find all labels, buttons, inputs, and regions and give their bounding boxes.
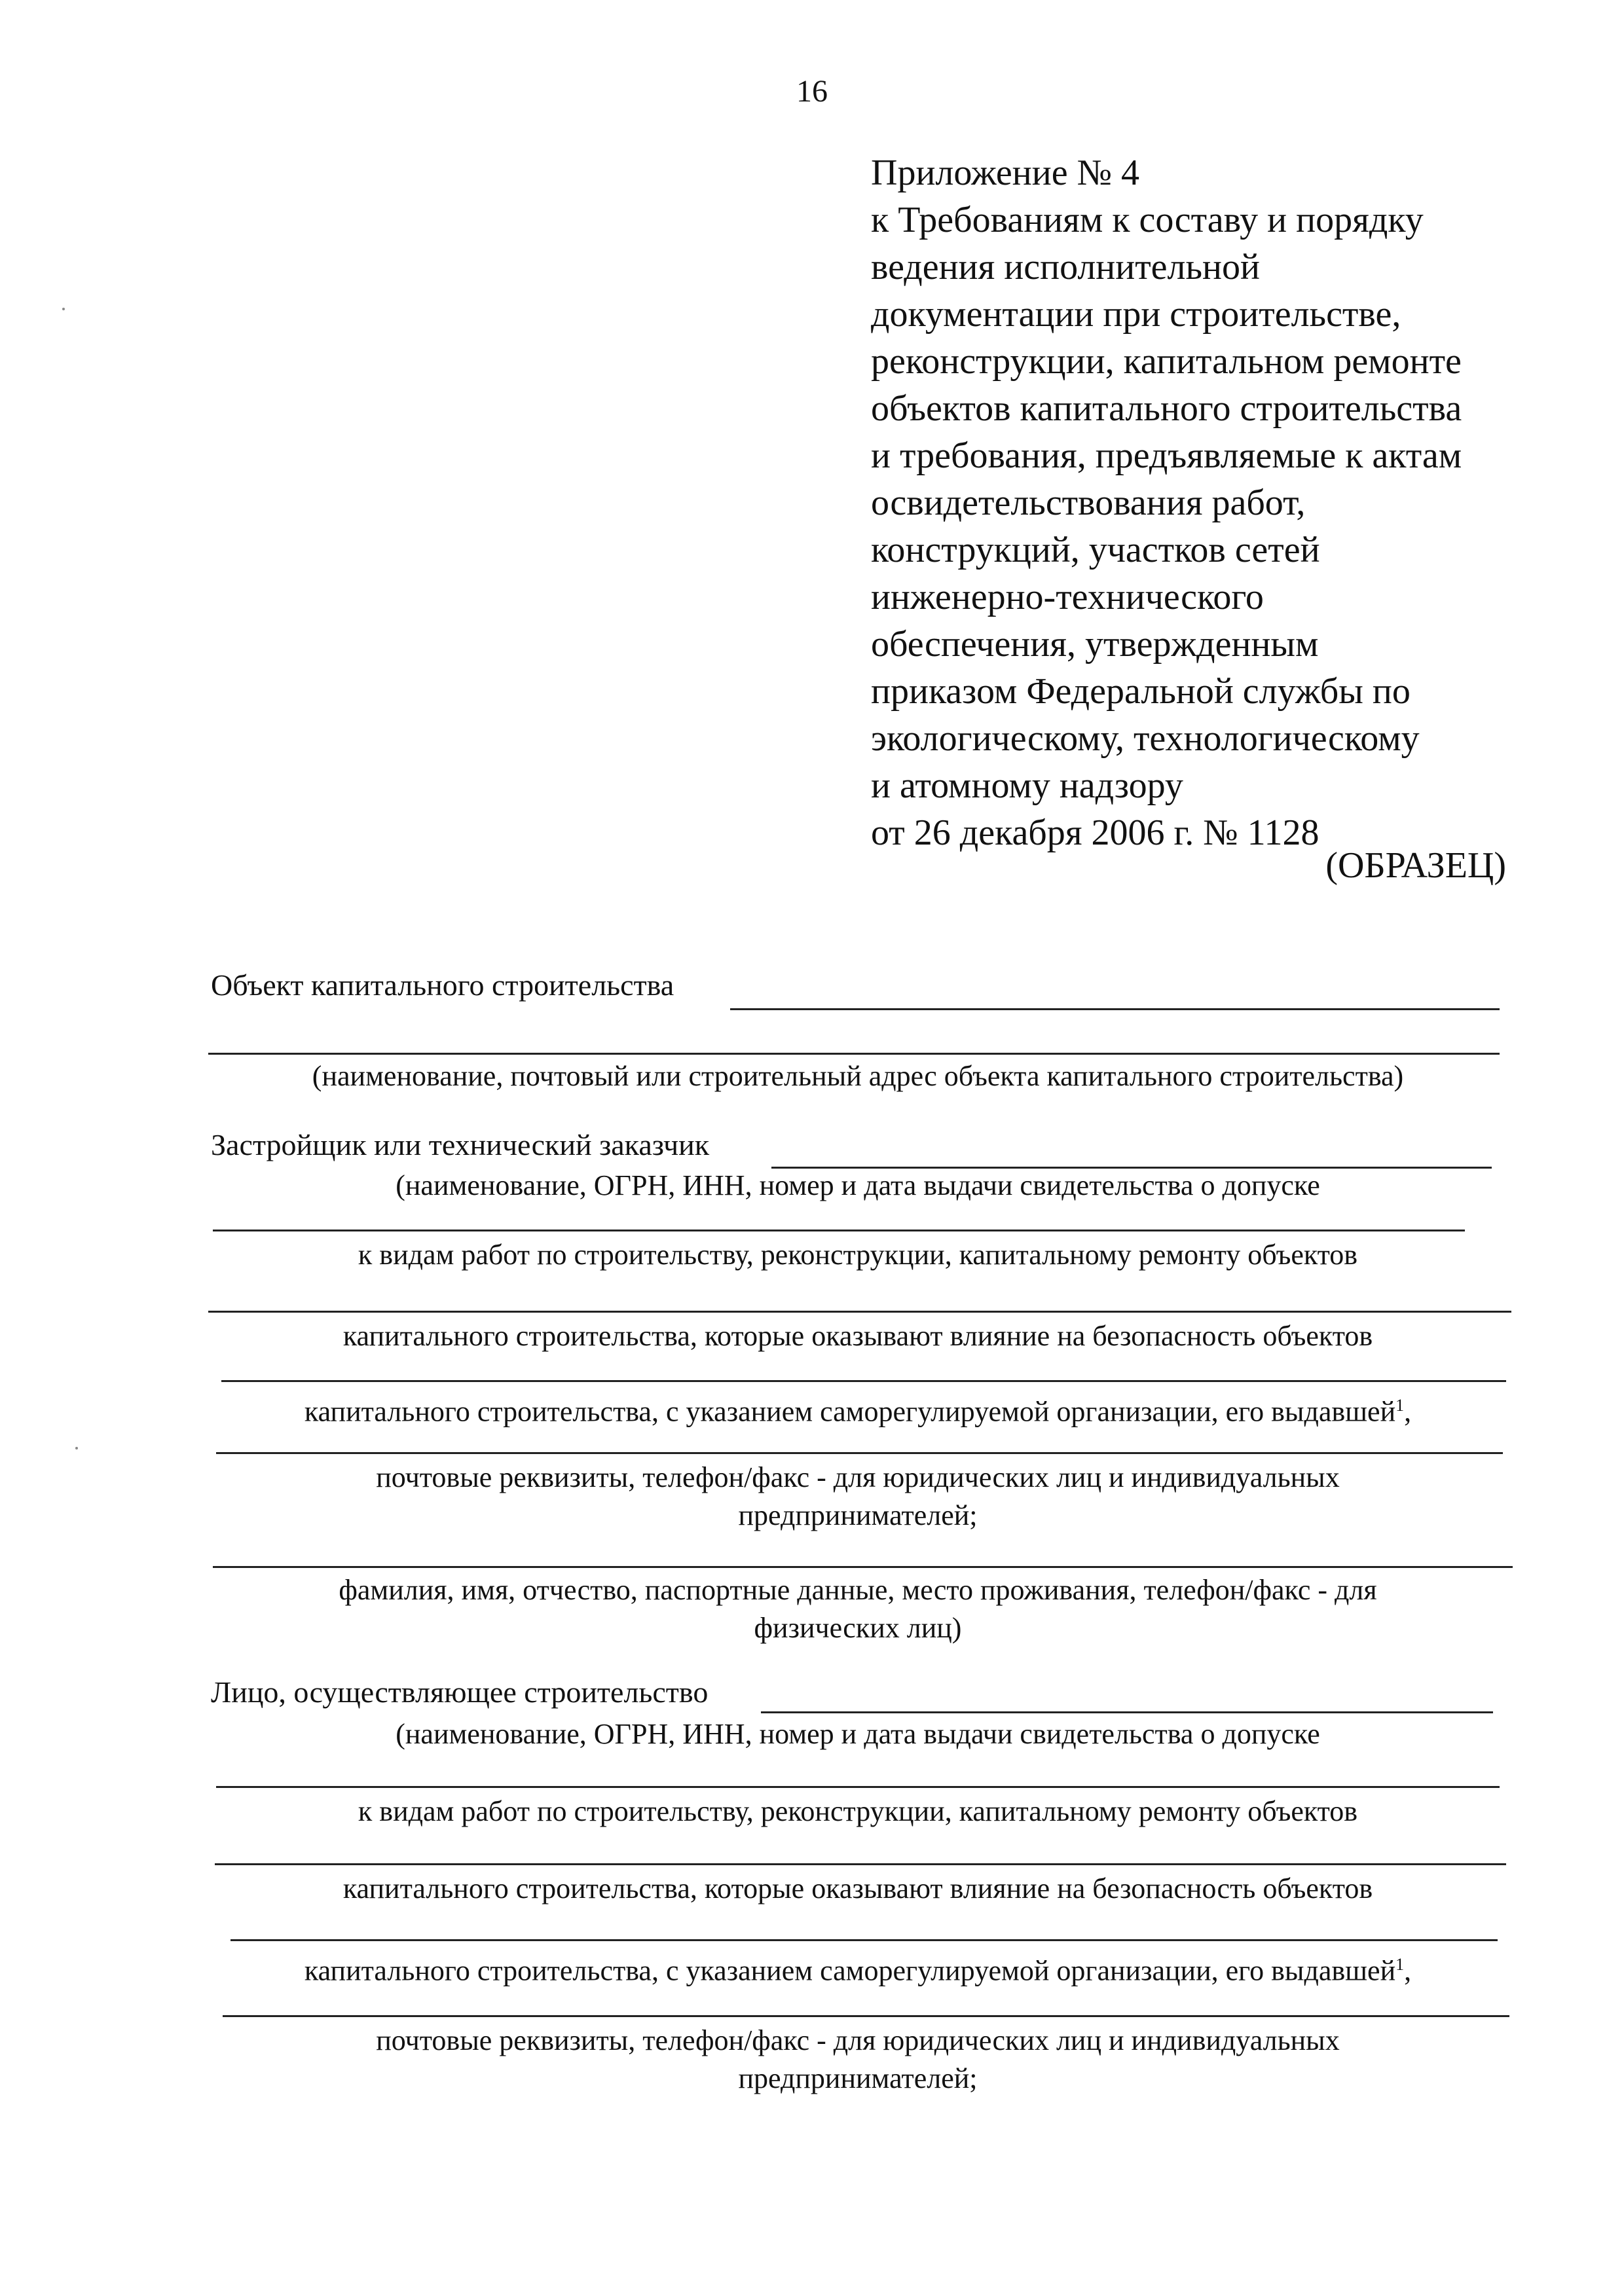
caption-text: капитального строительства, с указанием саморегулируемой организации, его выдавшей	[304, 1395, 1396, 1428]
appendix-line: к Требованиям к составу и порядку	[871, 200, 1424, 240]
developer-label: Застройщик или технический заказчик	[211, 1128, 710, 1161]
footnote-mark: 1	[1395, 1955, 1405, 1974]
builder-fill-line-5[interactable]	[223, 2015, 1509, 2017]
builder-caption: (наименование, ОГРН, ИНН, номер и дата выдачи свидетельства о допуске	[396, 1718, 1320, 1750]
developer-fill-line-3[interactable]	[208, 1311, 1511, 1313]
developer-fill-line-4[interactable]	[221, 1380, 1506, 1382]
scan-speck	[75, 1447, 78, 1449]
object-fill-line[interactable]	[730, 1008, 1500, 1010]
appendix-line: документации при строительстве,	[871, 294, 1401, 335]
developer-caption: фамилия, имя, отчество, паспортные данные, место проживания, телефон/факс - для	[339, 1574, 1377, 1606]
builder-caption: капитального строительства, которые оказывают влияние на безопасность объектов	[342, 1872, 1373, 1904]
builder-label: Лицо, осуществляющее строительство	[211, 1675, 709, 1709]
appendix-line: обеспечения, утвержденным	[871, 624, 1319, 665]
developer-caption: к видам работ по строительству, реконструкции, капитальному ремонту объектов	[358, 1239, 1358, 1271]
builder-caption: предпринимателей;	[738, 2062, 978, 2094]
appendix-line: инженерно-технического	[871, 577, 1264, 617]
appendix-line: объектов капитального строительства	[871, 388, 1462, 429]
object-fill-line-2[interactable]	[208, 1053, 1500, 1055]
appendix-line: реконструкции, капитальном ремонте	[871, 341, 1462, 382]
appendix-line: экологическому, технологическому	[871, 718, 1420, 759]
builder-fill-line-2[interactable]	[216, 1786, 1500, 1788]
scan-speck	[62, 308, 65, 310]
appendix-line: приказом Федеральной службы по	[871, 671, 1411, 712]
builder-fill-line[interactable]	[761, 1711, 1493, 1713]
object-caption: (наименование, почтовый или строительный адрес объекта капитального строительства)	[312, 1060, 1404, 1092]
builder-caption: почтовые реквизиты, телефон/факс - для юридических лиц и индивидуальных	[376, 2024, 1340, 2056]
developer-caption: предпринимателей;	[738, 1499, 978, 1531]
developer-caption: капитального строительства, которые оказывают влияние на безопасность объектов	[342, 1320, 1373, 1352]
caption-comma: ,	[1404, 1395, 1412, 1428]
appendix-line: освидетельствования работ,	[871, 483, 1306, 523]
object-label: Объект капитального строительства	[211, 968, 674, 1002]
caption-comma: ,	[1404, 1954, 1412, 1987]
appendix-line: и требования, предъявляемые к актам	[871, 435, 1462, 476]
appendix-line: ведения исполнительной	[871, 247, 1260, 287]
builder-caption-licence	[196, 1946, 1519, 1990]
appendix-line: конструкций, участков сетей	[871, 530, 1320, 570]
appendix-header	[871, 149, 1591, 856]
developer-fill-line-5[interactable]	[216, 1452, 1503, 1454]
appendix-line: и атомному надзору	[871, 765, 1183, 806]
appendix-line: Приложение № 4	[871, 153, 1139, 193]
builder-fill-line-3[interactable]	[215, 1863, 1506, 1865]
builder-fill-line-4[interactable]	[231, 1939, 1498, 1941]
developer-caption: физических лиц)	[754, 1612, 962, 1644]
builder-caption: к видам работ по строительству, реконструкции, капитальному ремонту объектов	[358, 1795, 1358, 1827]
developer-caption: (наименование, ОГРН, ИНН, номер и дата выдачи свидетельства о допуске	[396, 1169, 1320, 1201]
footnote-mark: 1	[1395, 1396, 1405, 1415]
caption-text: капитального строительства, с указанием саморегулируемой организации, его выдавшей	[304, 1954, 1396, 1987]
appendix-line: от 26 декабря 2006 г. № 1128	[871, 812, 1320, 853]
developer-caption-licence	[196, 1387, 1519, 1431]
developer-fill-line-2[interactable]	[213, 1230, 1465, 1231]
developer-fill-line-6[interactable]	[213, 1566, 1513, 1568]
page-number: 16	[796, 74, 828, 109]
developer-caption: почтовые реквизиты, телефон/факс - для юридических лиц и индивидуальных	[376, 1461, 1340, 1493]
sample-label: (ОБРАЗЕЦ)	[1325, 845, 1506, 886]
